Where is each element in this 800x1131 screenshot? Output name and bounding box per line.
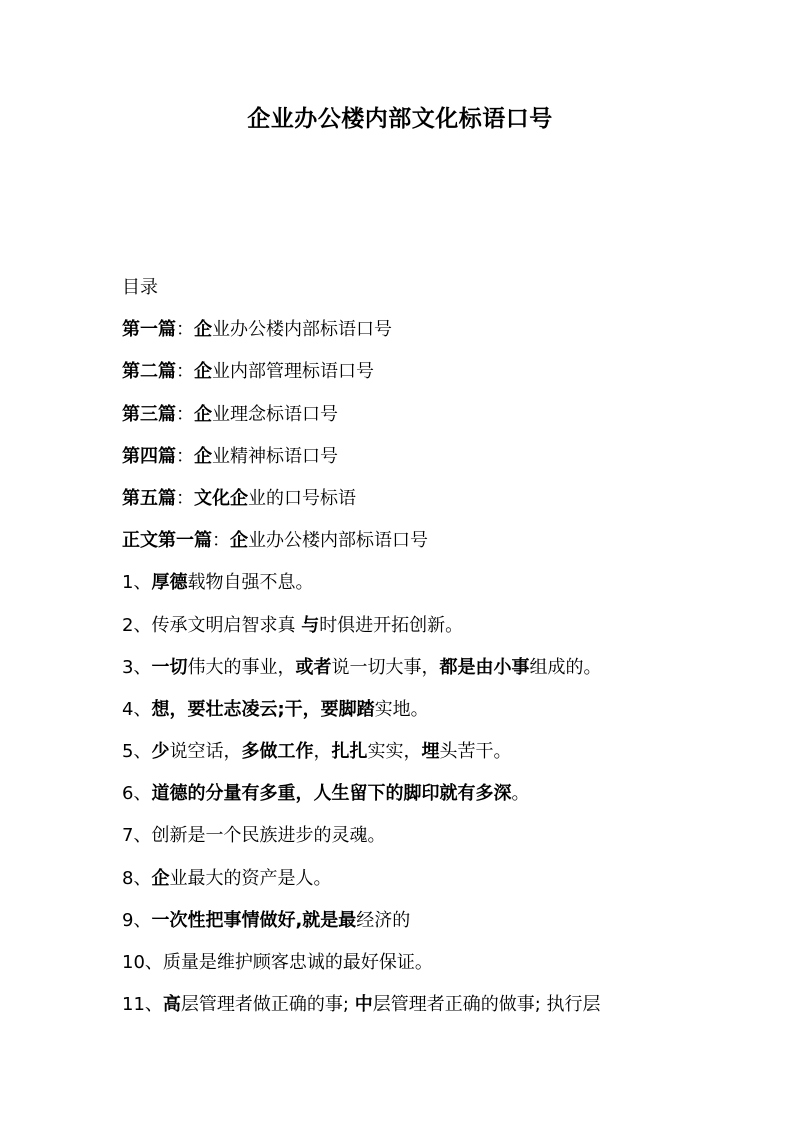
text-segment: 实实，	[367, 741, 422, 763]
text-segment: 1、	[122, 572, 152, 594]
text-line	[122, 316, 742, 358]
text-line	[122, 949, 742, 991]
text-segment: 组成的。	[529, 656, 602, 678]
text-segment: 6、	[122, 783, 152, 805]
bold-text-segment: 企	[151, 867, 170, 889]
text-line	[122, 738, 742, 780]
text-segment: 时俱进开拓创新。	[319, 614, 464, 636]
text-segment: ：	[176, 403, 194, 425]
text-line	[122, 485, 742, 527]
text-line	[122, 358, 742, 400]
bold-text-segment: 高	[162, 994, 181, 1016]
text-segment: ：	[176, 361, 194, 383]
text-segment: 业精神标语口号	[212, 445, 338, 467]
text-segment: 。	[511, 783, 530, 805]
bold-text-segment: 文化企	[194, 487, 248, 509]
text-line	[122, 401, 742, 443]
bold-text-segment: 第二篇	[122, 361, 176, 383]
bold-text-segment: 第一篇	[122, 319, 176, 341]
bold-text-segment: 企	[194, 319, 212, 341]
bold-text-segment: 第四篇	[122, 445, 176, 467]
text-line	[122, 527, 742, 569]
text-segment: 3、	[122, 656, 152, 678]
text-segment: 经济的	[356, 909, 411, 931]
bold-text-segment: 少	[151, 741, 170, 763]
bold-text-segment: 企	[230, 530, 248, 552]
text-segment: 说空话，	[169, 741, 242, 763]
text-segment: ：	[212, 530, 230, 552]
bold-text-segment: 正文第一篇	[122, 530, 212, 552]
bold-text-segment: 中	[354, 994, 373, 1016]
text-line	[122, 443, 742, 485]
bold-text-segment: 多做工作	[241, 741, 314, 763]
bold-text-segment: 或者	[295, 656, 332, 678]
text-line	[122, 822, 742, 864]
bold-text-segment: 企	[194, 361, 212, 383]
bold-text-segment: 企	[194, 445, 212, 467]
text-segment: 头苦干。	[439, 741, 512, 763]
bold-text-segment: 扎扎	[331, 741, 368, 763]
text-line	[122, 865, 742, 907]
text-segment: 目录	[122, 277, 158, 298]
text-segment: 2、传承文明启智求真	[122, 614, 302, 636]
text-segment: ，	[313, 741, 332, 763]
text-segment: 业最大的资产是人。	[169, 867, 332, 889]
text-segment: 伟大的事业，	[187, 656, 296, 678]
text-segment: ：	[176, 319, 194, 341]
document-title: 企业办公楼内部文化标语口号	[247, 106, 553, 132]
text-segment: ：	[176, 445, 194, 467]
text-segment: 4、	[122, 698, 152, 720]
text-segment: 载物自强不息。	[187, 572, 314, 594]
text-segment: 层管理者做正确的事;	[180, 994, 355, 1016]
text-segment: 7、创新是一个民族进步的灵魂。	[122, 825, 386, 847]
bold-text-segment: 道德的分量有多重，人生留下的脚印就有多深	[151, 783, 512, 805]
text-line	[122, 907, 742, 949]
text-segment: 业办公楼内部标语口号	[212, 319, 392, 341]
text-segment: 9、	[122, 909, 152, 931]
bold-text-segment: 一切	[151, 656, 188, 678]
text-line	[122, 696, 742, 738]
text-segment: 11、	[122, 994, 163, 1016]
text-segment: 业理念标语口号	[212, 403, 338, 425]
text-line	[122, 780, 742, 822]
text-line	[122, 612, 742, 654]
text-segment: 层管理者正确的做事; 执行层	[372, 994, 601, 1016]
text-segment: 8、	[122, 867, 152, 889]
text-segment: ：	[176, 487, 194, 509]
text-segment: 业的口号标语	[248, 487, 356, 509]
text-segment: 说一切大事，	[331, 656, 440, 678]
toc-heading	[122, 274, 742, 316]
text-line	[122, 991, 742, 1033]
text-segment: 实地。	[374, 698, 429, 720]
text-segment: 业内部管理标语口号	[212, 361, 374, 383]
text-segment: 业办公楼内部标语口号	[248, 530, 428, 552]
bold-text-segment: 厚德	[151, 572, 188, 594]
bold-text-segment: 想，要壮志凌云;干，要脚踏	[151, 698, 375, 720]
text-segment: 5、	[122, 741, 152, 763]
text-segment: 10、质量是维护顾客忠诚的最好保证。	[122, 952, 433, 973]
text-line	[122, 569, 742, 611]
bold-text-segment: 都是由小事	[439, 656, 530, 678]
bold-text-segment: 埋	[421, 741, 440, 763]
bold-text-segment: 第五篇	[122, 487, 176, 509]
bold-text-segment: 与	[301, 614, 320, 636]
text-line	[122, 654, 742, 696]
bold-text-segment: 企	[194, 403, 212, 425]
bold-text-segment: 一次性把事情做好,就是最	[151, 909, 357, 931]
document-body	[122, 274, 742, 1033]
bold-text-segment: 第三篇	[122, 403, 176, 425]
